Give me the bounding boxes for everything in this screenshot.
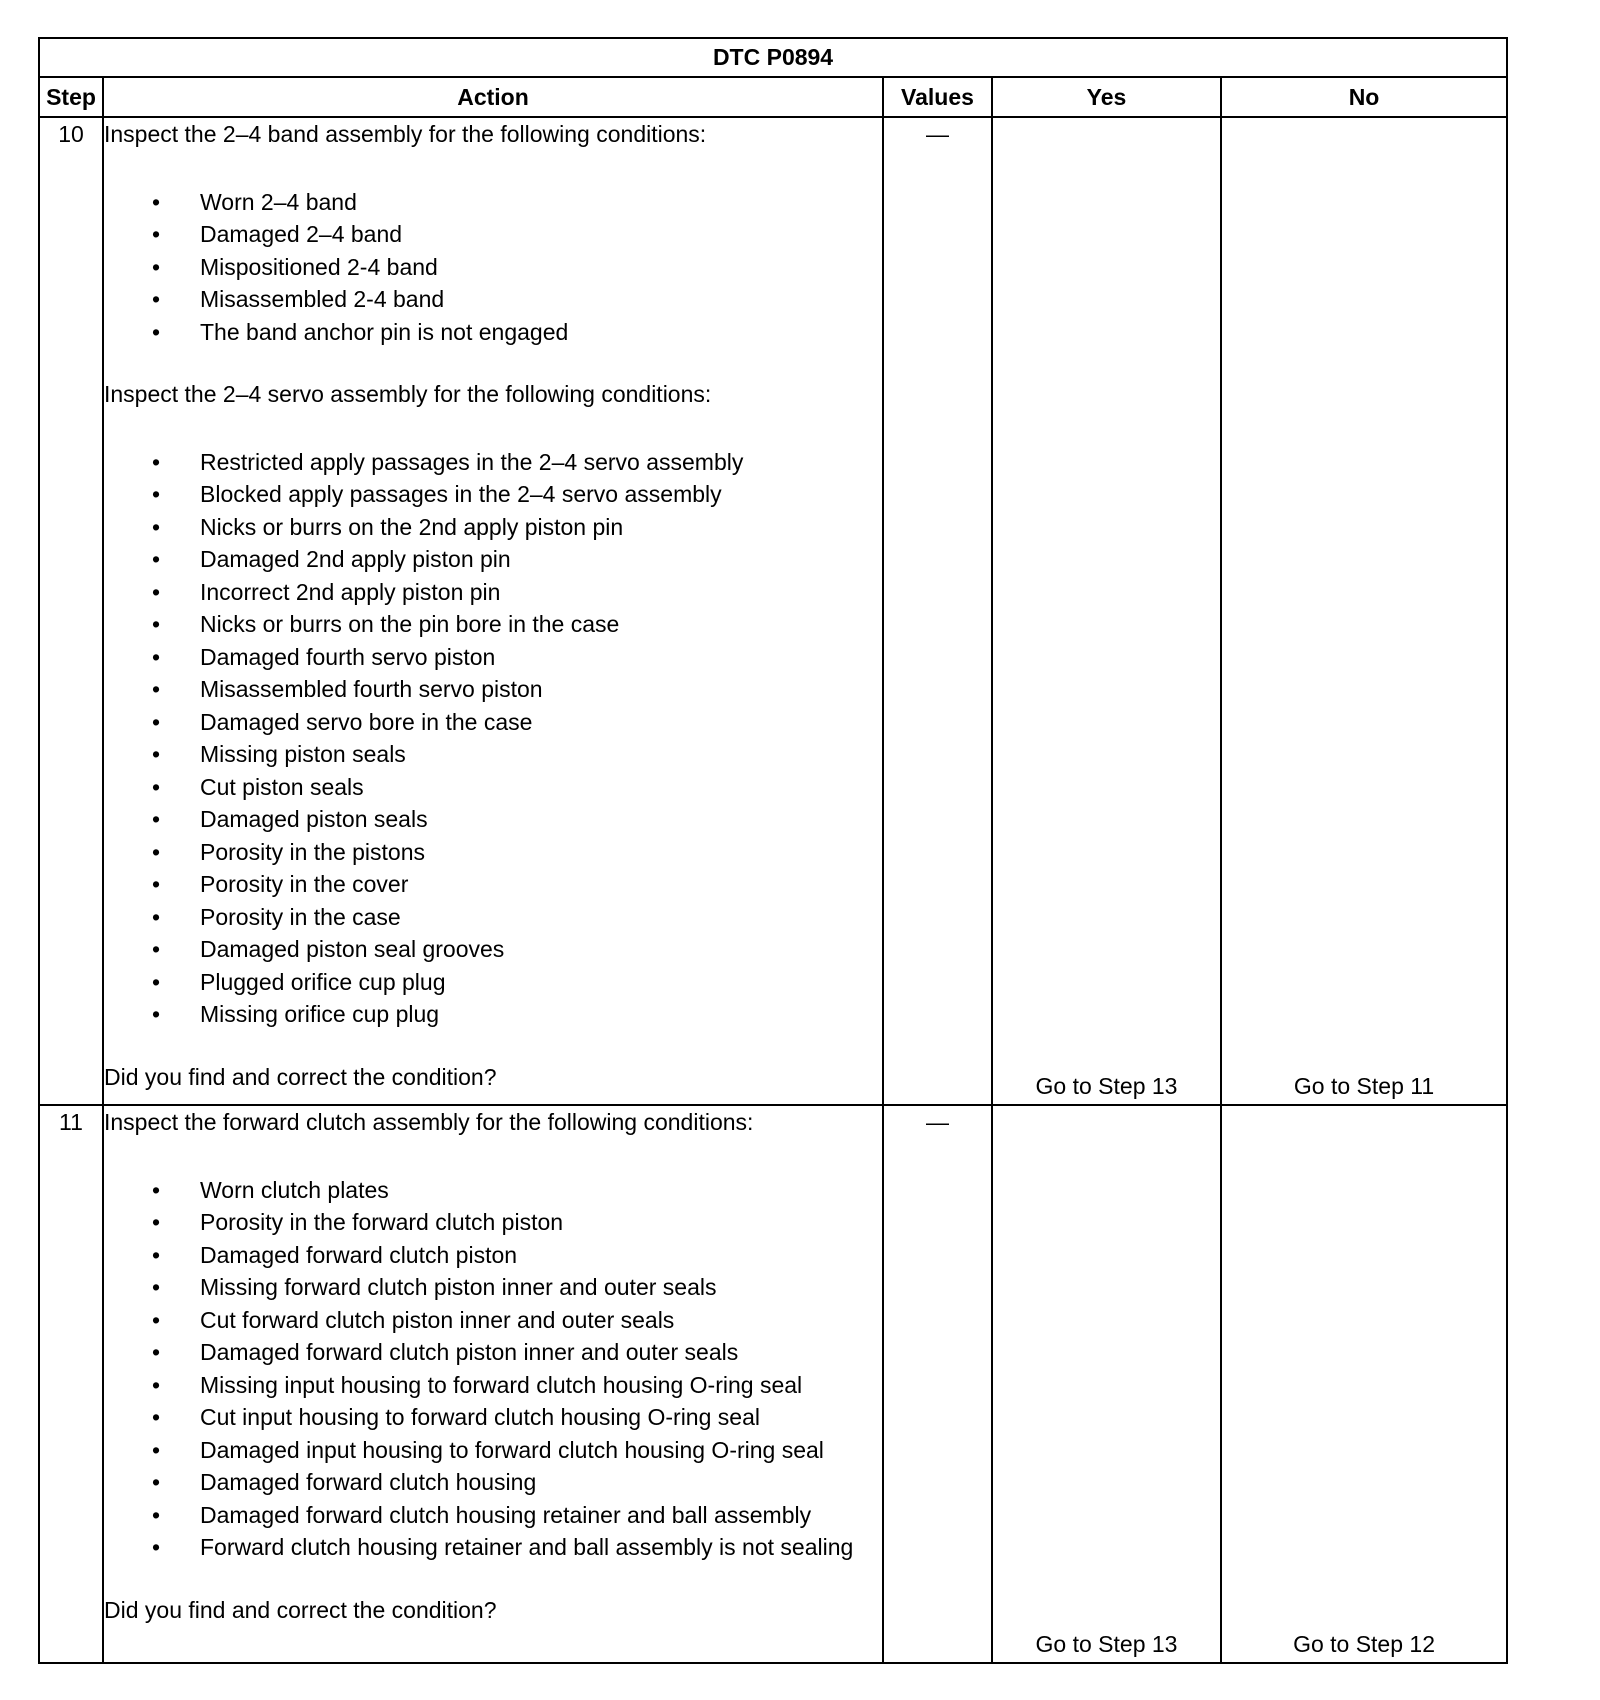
condition-text: Blocked apply passages in the 2–4 servo assembly [200, 481, 722, 507]
yes-cell [992, 1105, 1221, 1663]
condition-item [104, 478, 882, 511]
action-cell [103, 1105, 883, 1663]
condition-list [104, 1174, 882, 1564]
condition-item [104, 608, 882, 641]
condition-item [104, 836, 882, 869]
table-row [39, 1105, 1507, 1663]
condition-text: Damaged forward clutch housing [200, 1469, 537, 1495]
condition-item [104, 1206, 882, 1239]
header-no: No [1221, 77, 1507, 117]
condition-text: Misassembled fourth servo piston [200, 676, 543, 702]
condition-item [104, 316, 882, 349]
bullet-icon: • [152, 221, 161, 247]
header-step: Step [39, 77, 103, 117]
bullet-icon: • [152, 1176, 161, 1203]
condition-item [104, 511, 882, 544]
condition-text: Cut piston seals [200, 773, 364, 800]
condition-text: Nicks or burrs on the pin bore in the case [200, 611, 620, 637]
condition-text: Plugged orifice cup plug [200, 968, 446, 995]
condition-item [104, 186, 882, 219]
condition-text: Damaged 2nd apply piston pin [200, 546, 511, 572]
condition-text: Missing forward clutch piston inner and outer seals [200, 1274, 717, 1300]
header-yes: Yes [992, 77, 1221, 117]
values-cell: — [883, 1105, 992, 1663]
condition-item [104, 1271, 882, 1304]
bullet-icon: • [152, 1469, 161, 1495]
condition-text: Damaged fourth servo piston [200, 643, 496, 670]
bullet-icon: • [152, 936, 161, 962]
bullet-icon: • [152, 1404, 161, 1430]
bullet-icon: • [152, 773, 161, 800]
bullet-icon: • [152, 643, 161, 670]
step-number: 11 [39, 1105, 103, 1663]
condition-item [104, 771, 882, 804]
condition-item [104, 641, 882, 674]
condition-item [104, 1336, 882, 1369]
condition-text: Porosity in the forward clutch piston [200, 1209, 564, 1235]
condition-item [104, 901, 882, 934]
condition-item [104, 576, 882, 609]
bullet-icon: • [152, 1339, 161, 1365]
decision-question: Did you find and correct the condition? [104, 1063, 497, 1090]
bullet-icon: • [152, 286, 161, 312]
bullet-icon: • [152, 676, 161, 702]
condition-item [104, 446, 882, 479]
condition-text: Incorrect 2nd apply piston pin [200, 578, 501, 605]
inspection-intro: Inspect the forward clutch assembly for the following conditions: [104, 1109, 754, 1135]
condition-text: Damaged 2–4 band [200, 221, 403, 247]
condition-item [104, 706, 882, 739]
bullet-icon: • [152, 871, 161, 897]
condition-item [104, 1499, 882, 1532]
bullet-icon: • [152, 741, 161, 767]
condition-text: Worn clutch plates [200, 1176, 389, 1203]
bullet-icon: • [152, 708, 161, 735]
bullet-icon: • [152, 1534, 161, 1560]
condition-text: Damaged piston seal grooves [200, 936, 505, 962]
condition-text: Damaged input housing to forward clutch housing O-ring seal [200, 1436, 824, 1463]
header-values: Values [883, 77, 992, 117]
condition-text: Forward clutch housing retainer and ball assembly is not sealing [200, 1534, 854, 1560]
bullet-icon: • [152, 253, 161, 280]
condition-item [104, 543, 882, 576]
no-outcome: Go to Step 11 [1293, 1072, 1435, 1099]
condition-item [104, 933, 882, 966]
condition-item [104, 803, 882, 836]
condition-text: Porosity in the cover [200, 871, 409, 897]
bullet-icon: • [152, 1306, 161, 1333]
bullet-icon: • [152, 546, 161, 572]
yes-outcome: Go to Step 13 [1035, 1072, 1178, 1099]
condition-item [104, 1531, 882, 1564]
condition-item [104, 1174, 882, 1207]
condition-text: Cut input housing to forward clutch housing O-ring seal [200, 1404, 760, 1430]
step-number: 10 [39, 117, 103, 1105]
condition-text: Damaged forward clutch housing retainer and ball assembly [200, 1501, 812, 1528]
bullet-icon: • [152, 1371, 161, 1398]
bullet-icon: • [152, 611, 161, 637]
condition-text: Missing orifice cup plug [200, 1001, 440, 1027]
inspection-intro: Inspect the 2–4 servo assembly for the following conditions: [104, 381, 712, 407]
bullet-icon: • [152, 1001, 161, 1027]
bullet-icon: • [152, 481, 161, 507]
condition-item [104, 251, 882, 284]
yes-cell [992, 117, 1221, 1105]
condition-item [104, 966, 882, 999]
bullet-icon: • [152, 188, 161, 215]
condition-item [104, 1369, 882, 1402]
condition-text: Misassembled 2-4 band [200, 286, 445, 312]
condition-text: Porosity in the case [200, 903, 401, 930]
bullet-icon: • [152, 1501, 161, 1528]
condition-text: Restricted apply passages in the 2–4 servo assembly [200, 448, 744, 475]
condition-item [104, 1434, 882, 1467]
no-outcome: Go to Step 12 [1293, 1630, 1435, 1657]
bullet-icon: • [152, 1436, 161, 1463]
bullet-icon: • [152, 1274, 161, 1300]
bullet-icon: • [152, 968, 161, 995]
inspection-intro: Inspect the 2–4 band assembly for the following conditions: [104, 121, 707, 147]
condition-item [104, 673, 882, 706]
condition-item [104, 1239, 882, 1272]
condition-item [104, 218, 882, 251]
no-cell [1221, 117, 1507, 1105]
bullet-icon: • [152, 578, 161, 605]
bullet-icon: • [152, 903, 161, 930]
condition-text: Missing piston seals [200, 741, 406, 767]
condition-text: Damaged forward clutch piston inner and outer seals [200, 1339, 739, 1365]
condition-text: The band anchor pin is not engaged [200, 318, 569, 345]
condition-text: Worn 2–4 band [200, 188, 357, 215]
condition-item [104, 1466, 882, 1499]
condition-text: Damaged forward clutch piston [200, 1241, 518, 1268]
condition-text: Missing input housing to forward clutch housing O-ring seal [200, 1371, 803, 1398]
condition-item [104, 998, 882, 1031]
condition-text: Damaged servo bore in the case [200, 708, 533, 735]
table-title: DTC P0894 [39, 38, 1507, 77]
diagnostic-table [38, 37, 1508, 1664]
bullet-icon: • [152, 318, 161, 345]
condition-item [104, 868, 882, 901]
bullet-icon: • [152, 806, 161, 832]
condition-text: Mispositioned 2-4 band [200, 253, 438, 280]
no-cell [1221, 1105, 1507, 1663]
bullet-icon: • [152, 838, 161, 865]
condition-list [104, 186, 882, 349]
condition-item [104, 1304, 882, 1337]
condition-list [104, 446, 882, 1031]
condition-item [104, 283, 882, 316]
bullet-icon: • [152, 448, 161, 475]
action-cell [103, 117, 883, 1105]
bullet-icon: • [152, 1241, 161, 1268]
condition-text: Porosity in the pistons [200, 838, 426, 865]
decision-question: Did you find and correct the condition? [104, 1596, 497, 1623]
condition-item [104, 1401, 882, 1434]
condition-text: Damaged piston seals [200, 806, 428, 832]
table-row [39, 117, 1507, 1105]
condition-text: Nicks or burrs on the 2nd apply piston pin [200, 513, 624, 540]
bullet-icon: • [152, 513, 161, 540]
yes-outcome: Go to Step 13 [1035, 1630, 1178, 1657]
header-action: Action [103, 77, 883, 117]
condition-item [104, 738, 882, 771]
condition-text: Cut forward clutch piston inner and outer seals [200, 1306, 675, 1333]
values-cell: — [883, 117, 992, 1105]
bullet-icon: • [152, 1209, 161, 1235]
